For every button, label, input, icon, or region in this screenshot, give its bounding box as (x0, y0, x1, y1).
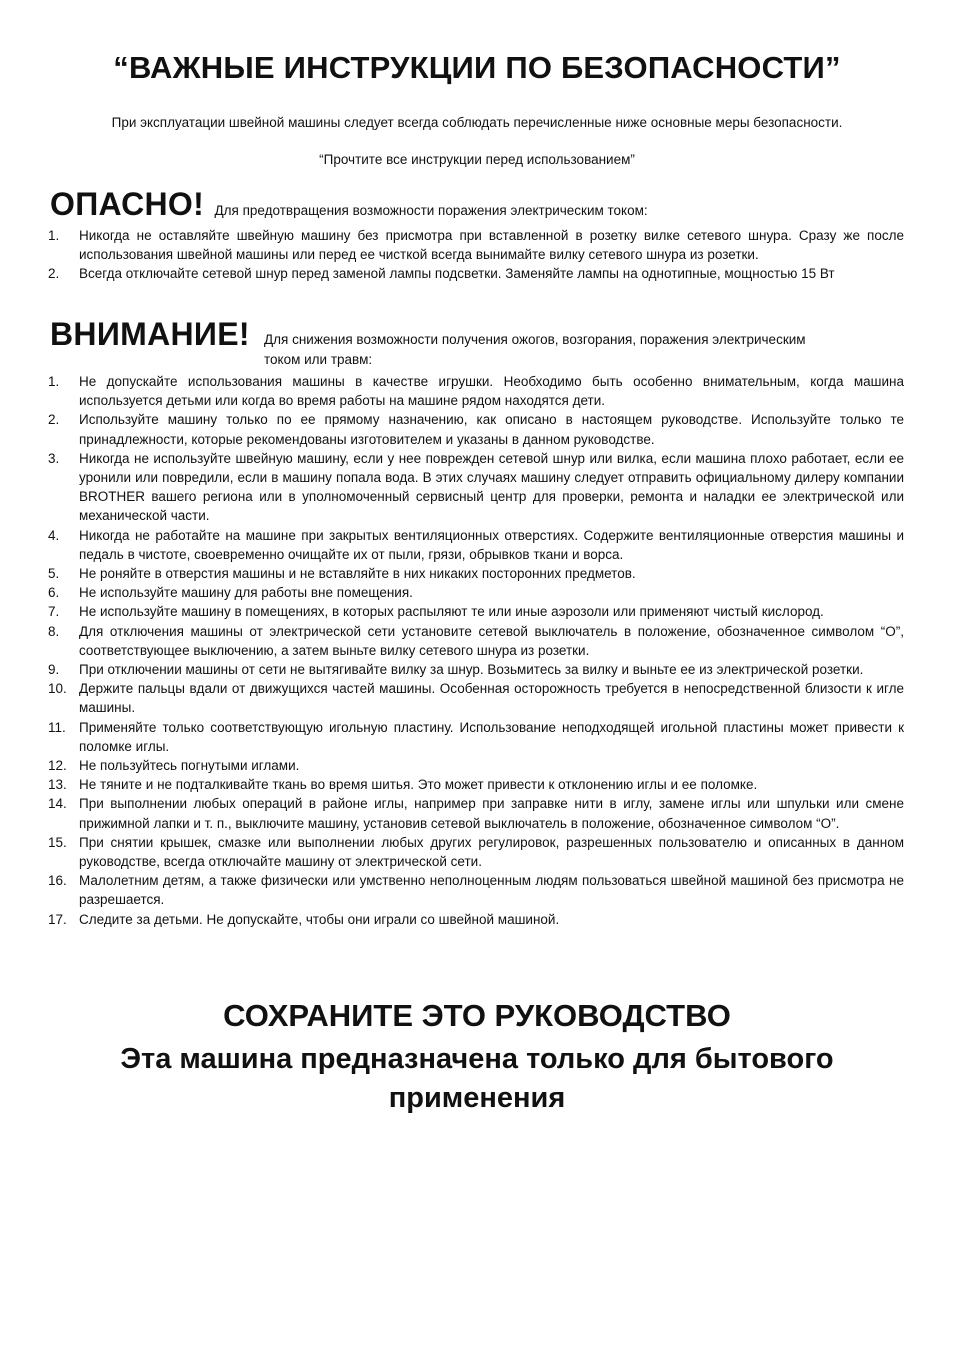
item-text: Не тяните и не подталкивайте ткань во время шитья. Это может привести к отклонению иглы и ее поломке. (79, 777, 758, 793)
danger-heading-row (50, 188, 904, 220)
item-text: При снятии крышек, смазке или выполнении любых других регулировок, разрешенных пользователю и описанных в данном руководстве, всегда отключайте машину от электрической сети. (79, 834, 904, 870)
list-item (48, 775, 904, 794)
danger-list (48, 226, 904, 284)
item-text: Малолетним детям, а также физически или умственно неполноценным людям пользоваться швейной машиной без присмотра не разрешается. (79, 873, 904, 908)
list-item (48, 660, 904, 679)
item-number: 4. (48, 527, 60, 543)
item-number: 9. (48, 662, 60, 678)
read-all-notice: “Прочтите все инструкции перед использованием” (319, 152, 635, 167)
item-number: 11. (48, 719, 66, 735)
list-item (48, 756, 904, 775)
list-item (48, 833, 904, 871)
item-number: 3. (48, 450, 60, 466)
list-item (48, 564, 904, 583)
list-item (48, 264, 904, 283)
warning-list (48, 372, 904, 929)
warning-description-line: током или травм: (264, 351, 373, 367)
item-text: Держите пальцы вдали от движущихся частей машины. Особенная осторожность требуется в непосредственной близости к игле машины. (79, 681, 904, 716)
warning-description-line: Для снижения возможности получения ожогов, возгорания, поражения электрическим (264, 332, 806, 347)
item-text: Для отключения машины от электрической сети установите сетевой выключатель в положение, обозначенное символом “O”, соответствующее выключению, а затем выньте вилку сетевого шнура из розетки. (79, 623, 904, 658)
item-text: Не используйте машину для работы вне помещения. (79, 585, 413, 601)
list-item (48, 910, 904, 929)
item-number: 1. (48, 374, 60, 389)
item-number: 1. (48, 228, 60, 243)
list-item (48, 583, 904, 602)
item-number: 6. (48, 585, 60, 601)
item-number: 7. (48, 604, 60, 620)
list-item (48, 622, 904, 660)
item-text: Следите за детьми. Не допускайте, чтобы они играли со швейной машиной. (79, 911, 560, 927)
list-item (48, 449, 904, 526)
list-item (48, 679, 904, 717)
item-number: 17. (48, 911, 67, 927)
item-number: 13. (48, 777, 67, 793)
item-number: 15. (48, 834, 67, 850)
item-number: 12. (48, 758, 67, 774)
item-number: 10. (48, 681, 67, 697)
page-title: “ВАЖНЫЕ ИНСТРУКЦИИ ПО БЕЗОПАСНОСТИ” (113, 50, 841, 85)
household-use-heading: Эта машина предназначена только для бытового применения (120, 1043, 834, 1114)
danger-heading: ОПАСНО! (50, 186, 205, 222)
item-text: Никогда не используйте швейную машину, если у нее поврежден сетевой шнур или вилка, если машина плохо работает, если ее уронили или повредили, если в машину попала вода. В этих случаях машину следует отправить официальному дилеру компании BROTHER вашего региона или в уполномоченный сервисный центр для проверки, ремонта и наладки ее электрической или механической части. (79, 450, 904, 524)
list-item (48, 602, 904, 621)
item-text: Применяйте только соответствующую игольную пластину. Использование неподходящей игольной пластины может привести к поломке иглы. (79, 719, 904, 754)
item-text: Не используйте машину в помещениях, в которых распыляют те или иные аэрозоли или применяют чистый кислород. (79, 604, 824, 620)
list-item (48, 372, 904, 410)
list-item (48, 871, 904, 909)
warning-description (264, 318, 904, 369)
list-item (48, 794, 904, 832)
list-item (48, 410, 904, 448)
item-text: Используйте машину только по ее прямому назначению, как описано в настоящем руководстве. Используйте только те принадлежности, которые рекомендованы изготовителем и указаны в данном руководстве. (79, 412, 904, 447)
item-text: При отключении машины от сети не вытягивайте вилку за шнур. Возьмитесь за вилку и выньте ее из электрической розетки. (79, 662, 864, 678)
save-manual-heading: СОХРАНИТЕ ЭТО РУКОВОДСТВО (223, 998, 731, 1033)
item-text: Всегда отключайте сетевой шнур перед заменой лампы подсветки. Заменяйте лампы на однотипные, мощностью 15 Вт (79, 266, 835, 282)
item-text: Не роняйте в отверстия машины и не вставляйте в них никаких посторонних предметов. (79, 566, 636, 582)
list-item (48, 226, 904, 264)
item-number: 5. (48, 566, 60, 582)
item-text: Никогда не оставляйте швейную машину без присмотра при вставленной в розетку вилке сетевого шнура. Сразу же после использования швейной машины или перед ее чисткой всегда вынимайте вилку сетевого шнура из розетки. (79, 228, 904, 263)
warning-heading: ВНИМАНИЕ! (50, 316, 250, 352)
item-number: 16. (48, 873, 67, 889)
item-number: 2. (48, 266, 60, 282)
item-text: Никогда не работайте на машине при закрытых вентиляционных отверстиях. Содержите вентиляционные отверстия машины и педаль в чистоте, своевременно очищайте их от пыли, грязи, обрывков ткани и ворса. (79, 527, 904, 562)
item-text: Не допускайте использования машины в качестве игрушки. Необходимо быть особенно внимательным, когда машина используется детьми или когда во время работы на машине рядом находятся дети. (79, 374, 904, 409)
item-text: При выполнении любых операций в районе иглы, например при заправке нити в иглу, замене иглы или шпульки или смене прижимной лапки и т. п., выключите машину, установив сетевой выключатель в положение, обозначенное символом “O”. (79, 796, 904, 831)
warning-heading-row (50, 318, 904, 369)
list-item (48, 526, 904, 564)
item-number: 2. (48, 412, 60, 428)
list-item (48, 718, 904, 756)
intro-text: При эксплуатации швейной машины следует всегда соблюдать перечисленные ниже основные меры безопасности. (111, 115, 843, 130)
danger-description: Для предотвращения возможности поражения электрическим током: (214, 203, 648, 218)
item-number: 14. (48, 796, 67, 812)
item-text: Не пользуйтесь погнутыми иглами. (79, 758, 300, 774)
item-number: 8. (48, 623, 60, 639)
